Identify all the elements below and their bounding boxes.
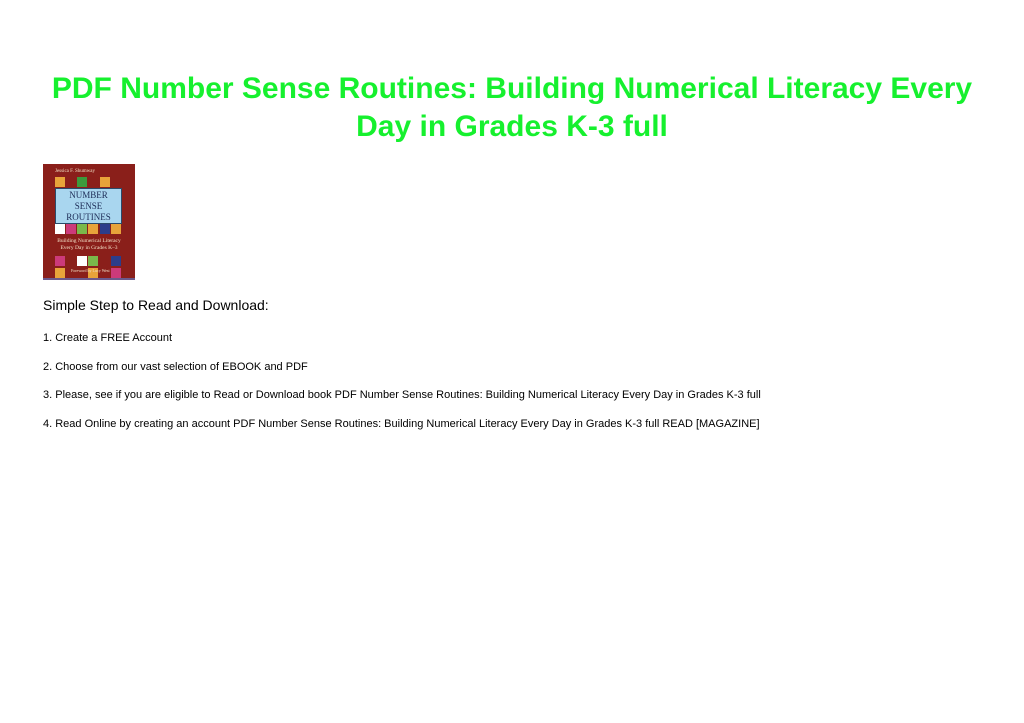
cover-decor-square	[111, 224, 121, 234]
cover-decor-square	[55, 177, 65, 187]
cover-decor-square	[77, 224, 87, 234]
cover-title-line: NUMBER	[69, 190, 108, 200]
cover-decor-square	[55, 268, 65, 278]
page-title: PDF Number Sense Routines: Building Numerical Literacy Every Day in Grades K-3 full	[51, 72, 973, 143]
cover-decor-square	[55, 256, 65, 266]
step-item: 3. Please, see if you are eligible to Read or Download book PDF Number Sense Routines: Building Numerical Literacy Every Day in Grades K-3 full	[43, 389, 761, 401]
cover-decor-square	[55, 224, 65, 234]
step-item: 4. Read Online by creating an account PDF Number Sense Routines: Building Numerical Literacy Every Day in Grades K-3 full READ [MAGAZINE]	[43, 417, 760, 430]
cover-decor-square	[88, 224, 98, 234]
cover-decor-square	[100, 224, 110, 234]
cover-subtitle: Building Numerical Literacy Every Day in Grades K–3	[57, 238, 121, 251]
instructions-heading: Simple Step to Read and Download:	[43, 297, 269, 313]
cover-decor-square	[66, 224, 76, 234]
cover-decor-square	[111, 256, 121, 266]
cover-title-line: ROUTINES	[66, 212, 111, 222]
steps-list	[43, 331, 761, 445]
cover-decor-square	[100, 177, 110, 187]
cover-decor-square	[77, 256, 87, 266]
cover-title	[55, 188, 122, 224]
cover-decor-square	[88, 256, 98, 266]
step-item: 1. Create a FREE Account	[43, 332, 173, 344]
cover-title-line: SENSE	[74, 201, 103, 211]
step-item: 2. Choose from our vast selection of EBOOK and PDF	[43, 360, 308, 373]
book-cover-image	[43, 164, 135, 280]
cover-foreword: Foreword by Lucy West	[71, 268, 110, 273]
cover-author: Jessica F. Shumway	[55, 169, 96, 174]
cover-decor-square	[77, 177, 87, 187]
cover-decor-square	[111, 268, 121, 278]
